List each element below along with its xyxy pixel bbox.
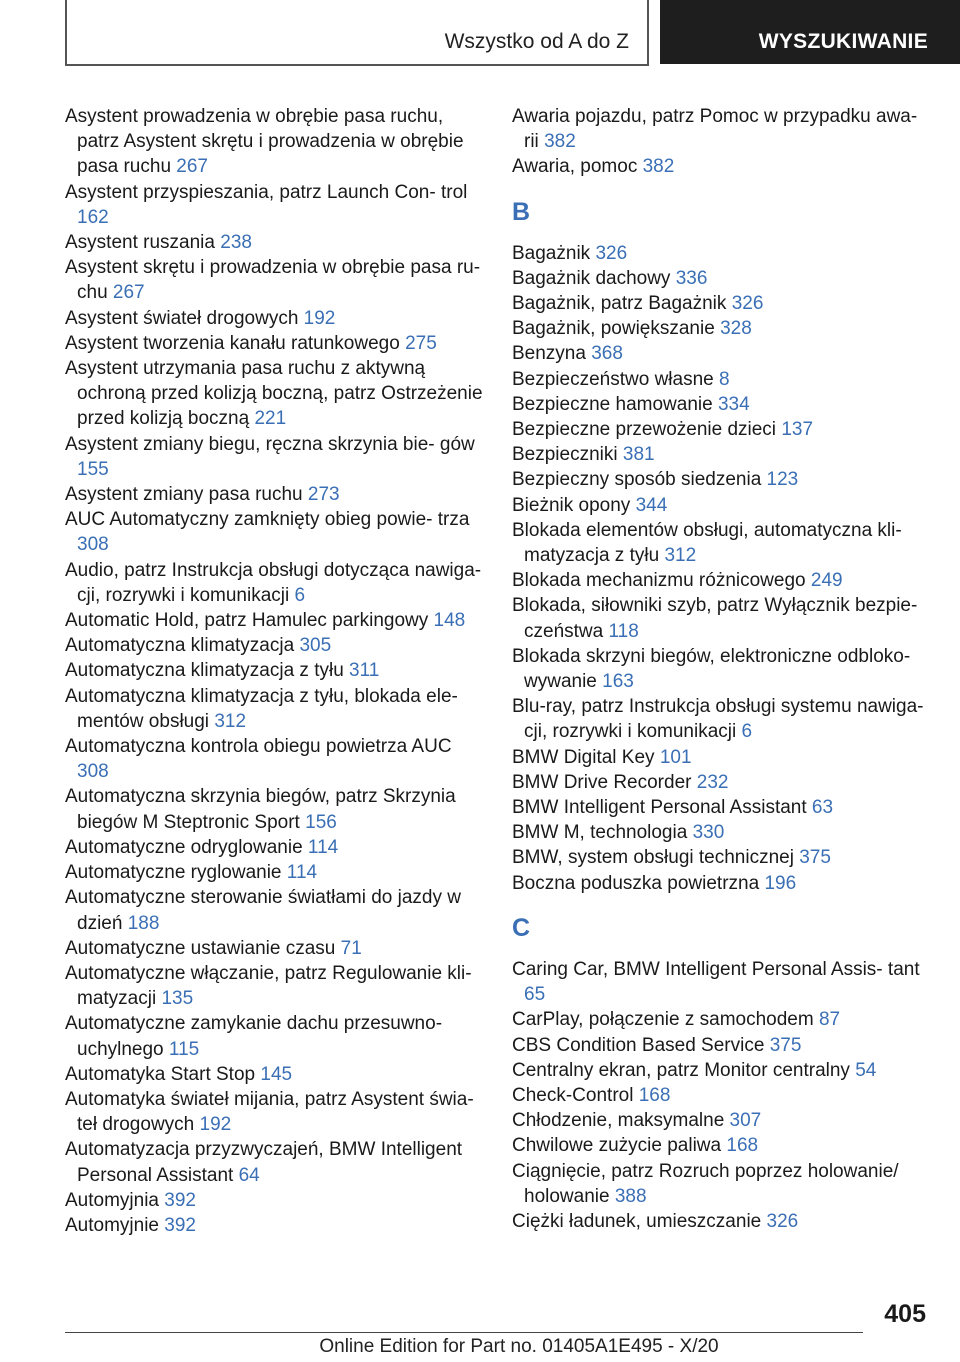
index-entry-page-link[interactable]: 221 [254, 408, 287, 430]
index-entry-text: BMW M, technologia [512, 822, 688, 844]
index-entry-page-link[interactable]: 162 [77, 206, 109, 228]
index-entry-text: BMW Digital Key [512, 746, 655, 768]
index-entry [512, 644, 932, 694]
index-entry-page-link[interactable]: 308 [77, 534, 109, 556]
index-entry-page-link[interactable]: 168 [726, 1135, 759, 1157]
index-entry [512, 694, 932, 744]
index-entry [65, 1011, 485, 1061]
index-entry [512, 367, 932, 392]
index-entry [512, 871, 932, 896]
index-entry-text: Automatyczne zamykanie dachu przesuwno‐ uchylnego [65, 1013, 443, 1060]
index-entry-page-link[interactable]: 326 [595, 242, 628, 264]
index-entry [65, 1062, 485, 1087]
index-entry [512, 1133, 932, 1158]
index-entry-page-link[interactable]: 344 [635, 494, 668, 516]
index-entry-page-link[interactable]: 388 [614, 1185, 647, 1207]
index-entry-page-link[interactable]: 101 [659, 746, 692, 768]
index-entry-page-link[interactable]: 54 [855, 1059, 877, 1081]
index-entry-text: Automatic Hold, patrz Hamulec parkingowy [65, 610, 429, 632]
index-entry [512, 795, 932, 820]
index-entry-page-link[interactable]: 192 [199, 1114, 232, 1136]
index-entry-page-link[interactable]: 238 [220, 232, 252, 254]
index-entry [512, 154, 932, 179]
index-entry-page-link[interactable]: 249 [810, 570, 843, 592]
index-entry-page-link[interactable]: 114 [307, 836, 339, 858]
index-entry-text: Asystent tworzenia kanału ratunkowego [65, 332, 400, 354]
index-entry-page-link[interactable]: 326 [766, 1210, 799, 1232]
index-entry-text: Automatyczna kontrola obiegu powietrza AUC [65, 736, 452, 758]
index-entry-page-link[interactable]: 375 [769, 1034, 802, 1056]
index-entry [512, 442, 932, 467]
index-entry-page-link[interactable]: 115 [168, 1038, 200, 1060]
index-entry-page-link[interactable]: 114 [286, 862, 318, 884]
index-entry-page-link[interactable]: 71 [340, 937, 362, 959]
index-entry-text: Audio, patrz Instrukcja obsługi dotycząca nawiga‐ cji, rozrywki i komunikacji [65, 559, 482, 606]
index-entry-text: Automatyczne ryglowanie [65, 862, 282, 884]
index-entry-text: BMW Drive Recorder [512, 771, 692, 793]
index-entry-text: Centralny ekran, patrz Monitor centralny [512, 1059, 850, 1081]
index-group-b [512, 241, 932, 896]
index-entry-text: AUC Automatyczny zamknięty obieg powie‐ trza [65, 509, 470, 531]
index-entry-page-link[interactable]: 308 [77, 761, 109, 783]
index-entry [65, 1188, 485, 1213]
index-entry-text: Asystent zmiany pasa ruchu [65, 484, 303, 506]
index-entry-page-link[interactable]: 135 [161, 988, 194, 1010]
index-entry [65, 356, 485, 432]
index-entry [65, 784, 485, 834]
index-entry [65, 1087, 485, 1137]
index-entry-text: Ciągnięcie, patrz Rozruch poprzez holowanie/ holowanie [512, 1160, 899, 1207]
index-entry-text: Asystent skrętu i prowadzenia w obrębie pasa ru‐ chu [65, 257, 481, 304]
index-entry-text: BMW, system obsługi technicznej [512, 847, 794, 869]
index-entry-text: Awaria, pomoc [512, 156, 638, 178]
index-entry-text: CarPlay, połączenie z samochodem [512, 1009, 814, 1031]
index-entry-page-link[interactable]: 118 [608, 620, 639, 642]
index-entry-text: Automatyczna skrzynia biegów, patrz Skrzynia biegów M Steptronic Sport [65, 786, 456, 833]
index-entry-page-link[interactable]: 123 [766, 469, 799, 491]
header-title: Wszystko od A do Z [444, 30, 629, 53]
index-entry [65, 331, 485, 356]
index-entry [65, 230, 485, 255]
index-entry [512, 1033, 932, 1058]
index-entry-page-link[interactable]: 137 [781, 419, 814, 441]
index-entry-page-link[interactable]: 382 [544, 131, 576, 153]
index-entry-page-link[interactable]: 6 [294, 584, 306, 606]
index-entry-text: Asystent świateł drogowych [65, 307, 299, 329]
index-entry-text: Asystent ruszania [65, 232, 215, 254]
index-entry-text: Awaria pojazdu, patrz Pomoc w przypadku awa‐ rii [512, 106, 918, 153]
index-entry-text: Ciężki ładunek, umieszczanie [512, 1210, 762, 1232]
index-entry-page-link[interactable]: 267 [112, 282, 145, 304]
index-entry-page-link[interactable]: 275 [405, 332, 437, 354]
index-entry-text: Automatyczne ustawianie czasu [65, 937, 336, 959]
index-entry [512, 1083, 932, 1108]
index-entry [512, 593, 932, 643]
index-entry-page-link[interactable]: 87 [818, 1009, 841, 1031]
index-entry-text: Bagażnik [512, 242, 591, 264]
index-entry-page-link[interactable]: 155 [77, 458, 109, 480]
index-entry-page-link[interactable]: 188 [127, 912, 160, 934]
index-entry [65, 432, 485, 482]
index-column-left [65, 104, 485, 1238]
index-entry-page-link[interactable]: 65 [524, 984, 546, 1006]
index-entry [65, 936, 485, 961]
index-entry-text: Benzyna [512, 343, 586, 365]
index-entry-page-link[interactable]: 307 [729, 1110, 762, 1132]
index-entry-text: Bezpieczne przewożenie dzieci [512, 419, 777, 441]
index-entry-text: Bagażnik, powiększanie [512, 318, 715, 340]
index-entry-page-link[interactable]: 168 [638, 1084, 671, 1106]
index-entry-page-link[interactable]: 192 [303, 307, 336, 329]
index-entry [512, 568, 932, 593]
index-entry-text: Caring Car, BMW Intelligent Personal Assis‐ tant [512, 958, 920, 980]
header-rule [65, 64, 649, 66]
index-group-a-continued [512, 104, 932, 180]
header-section-tab [660, 0, 960, 64]
index-entry-page-link[interactable]: 8 [719, 368, 730, 390]
index-entry [512, 341, 932, 366]
index-entry-text: Automyjnia [65, 1189, 159, 1211]
index-entry [512, 493, 932, 518]
index-entry-page-link[interactable]: 381 [622, 444, 655, 466]
index-entry [512, 745, 932, 770]
index-group-c [512, 957, 932, 1234]
index-entry [512, 241, 932, 266]
index-entry-text: BMW Intelligent Personal Assistant [512, 797, 807, 819]
index-entry [512, 104, 932, 154]
letter-heading-c: C [512, 913, 531, 942]
header-section: WYSZUKIWANIE [758, 30, 928, 53]
index-entry [65, 104, 485, 180]
index-entry-text: Asystent utrzymania pasa ruchu z aktywną ochroną przed kolizją boczną, patrz Ostrzeżenie przed kolizją boczną [65, 358, 483, 430]
index-entry-text: Asystent prowadzenia w obrębie pasa ruchu, patrz Asystent skrętu i prowadzenia w obrębie pasa ruchu [65, 106, 464, 178]
index-entry-text: Blokada, siłowniki szyb, patrz Wyłącznik bezpie‐ czeństwa [512, 595, 918, 642]
index-entry-page-link[interactable]: 273 [307, 484, 340, 506]
index-entry-page-link[interactable]: 156 [305, 811, 337, 833]
index-entry-text: Automatyczna klimatyzacja z tyłu, blokada ele‐ mentów obsługi [65, 685, 458, 732]
index-entry [65, 860, 485, 885]
index-entry-page-link[interactable]: 328 [720, 318, 752, 340]
index-entry-page-link[interactable]: 392 [164, 1189, 196, 1211]
index-entry [512, 957, 932, 1007]
index-entry-page-link[interactable]: 145 [260, 1063, 293, 1085]
index-entry-page-link[interactable]: 392 [164, 1214, 196, 1236]
index-entry-page-link[interactable]: 305 [299, 635, 332, 657]
index-entry-page-link[interactable]: 64 [238, 1164, 260, 1186]
index-entry-text: Bezpieczny sposób siedzenia [512, 469, 762, 491]
index-entry-page-link[interactable]: 311 [349, 660, 380, 682]
index-entry-page-link[interactable]: 368 [591, 343, 623, 365]
index-entry-text: Automatyczna klimatyzacja z tyłu [65, 660, 344, 682]
index-entry-text: Bezpieczniki [512, 444, 618, 466]
index-entry-page-link[interactable]: 375 [799, 847, 831, 869]
index-entry-text: Blokada skrzyni biegów, elektroniczne odbloko‐ wywanie [512, 645, 911, 693]
index-entry [65, 558, 485, 608]
index-entry-page-link[interactable]: 267 [176, 156, 208, 178]
index-entry [512, 518, 932, 568]
index-entry-page-link[interactable]: 6 [741, 721, 753, 743]
index-entry [512, 1007, 932, 1032]
index-entry [65, 658, 485, 683]
index-entry [65, 180, 485, 230]
index-entry-text: Check-Control [512, 1084, 634, 1106]
index-entry [512, 467, 932, 492]
index-entry [512, 770, 932, 795]
index-entry [65, 482, 485, 507]
index-entry-text: Asystent przyspieszania, patrz Launch Con‐ trol [65, 181, 468, 203]
index-entry-text: CBS Condition Based Service [512, 1034, 765, 1056]
index-entry [512, 1209, 932, 1234]
index-entry [512, 820, 932, 845]
index-entry [65, 734, 485, 784]
index-entry-text: Automatyczne odryglowanie [65, 836, 303, 858]
index-entry-page-link[interactable]: 326 [731, 293, 764, 315]
index-entry-page-link[interactable]: 336 [675, 267, 708, 289]
index-entry [65, 608, 485, 633]
index-entry-text: Bagażnik dachowy [512, 267, 671, 289]
index-entry-text: Automatyka Start Stop [65, 1063, 256, 1085]
index-entry-page-link[interactable]: 312 [214, 710, 247, 732]
index-entry [65, 1137, 485, 1187]
index-entry-page-link[interactable]: 312 [664, 545, 697, 567]
index-entry-page-link[interactable]: 163 [602, 671, 634, 693]
index-entry-text: Blu-ray, patrz Instrukcja obsługi systemu nawiga‐ cji, rozrywki i komunikacji [512, 696, 924, 743]
index-entry [512, 316, 932, 341]
index-entry [512, 1058, 932, 1083]
index-entry-text: Bezpieczeństwo własne [512, 368, 714, 390]
index-entry-page-link[interactable]: 148 [433, 610, 466, 632]
index-entry [65, 633, 485, 658]
footer-rule [65, 1332, 863, 1333]
index-entry [65, 961, 485, 1011]
index-entry-text: Bieżnik opony [512, 494, 631, 516]
letter-heading-b: B [512, 197, 531, 226]
index-column-right [512, 104, 932, 1234]
index-entry [65, 507, 485, 557]
index-entry [512, 392, 932, 417]
index-entry [512, 845, 932, 870]
index-entry [65, 306, 485, 331]
index-entry-text: Automatyczne sterowanie światłami do jazdy w dzień [65, 887, 462, 934]
index-entry [65, 684, 485, 734]
index-entry-page-link[interactable]: 196 [764, 872, 797, 894]
index-entry-page-link[interactable]: 382 [642, 156, 675, 178]
index-entry [65, 835, 485, 860]
index-entry-text: Automatyczna klimatyzacja [65, 635, 295, 657]
index-entry [65, 885, 485, 935]
index-entry-text: Boczna poduszka powietrzna [512, 872, 760, 894]
index-entry-text: Asystent zmiany biegu, ręczna skrzynia bie‐ gów [65, 433, 475, 455]
index-entry [512, 1108, 932, 1133]
index-entry-text: Blokada mechanizmu różnicowego [512, 570, 806, 592]
index-entry-text: Automatyzacja przyzwyczajeń, BMW Intelligent Personal Assistant [65, 1139, 463, 1186]
index-entry-text: Chwilowe zużycie paliwa [512, 1135, 722, 1157]
index-entry-text: Automatyka świateł mijania, patrz Asystent świa‐ teł drogowych [65, 1088, 474, 1136]
index-entry-page-link[interactable]: 330 [692, 822, 725, 844]
index-entry-text: Automatyczne włączanie, patrz Regulowanie kli‐ matyzacji [65, 962, 472, 1010]
index-entry-page-link[interactable]: 334 [717, 393, 750, 415]
index-entry [512, 291, 932, 316]
footer-edition: Online Edition for Part no. 01405A1E495 - X/20 [319, 1336, 719, 1357]
index-entry [65, 1213, 485, 1238]
index-entry [512, 1159, 932, 1209]
index-entry-text: Bagażnik, patrz Bagażnik [512, 293, 727, 315]
index-entry-text: Chłodzenie, maksymalne [512, 1110, 725, 1132]
index-entry-text: Automyjnie [65, 1214, 159, 1236]
index-entry-text: Bezpieczne hamowanie [512, 393, 713, 415]
index-entry-text: Blokada elementów obsługi, automatyczna kli‐ matyzacja z tyłu [512, 519, 902, 567]
page-number: 405 [884, 1300, 926, 1328]
index-entry-page-link[interactable]: 63 [811, 797, 834, 819]
index-entry [65, 255, 485, 305]
header-title-tab [65, 0, 649, 64]
index-entry [512, 417, 932, 442]
index-entry [512, 266, 932, 291]
index-entry-page-link[interactable]: 232 [696, 771, 729, 793]
